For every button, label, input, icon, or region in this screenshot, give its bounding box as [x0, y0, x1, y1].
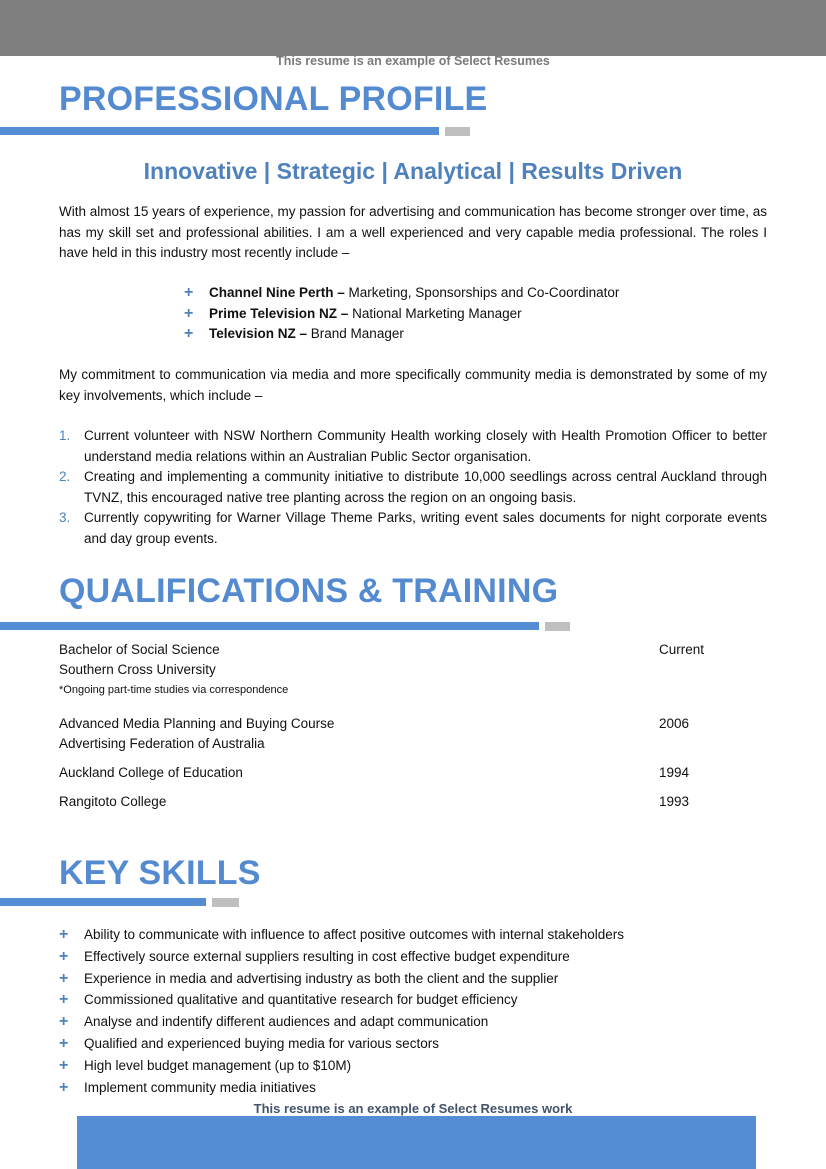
role-org: Prime Television NZ –	[209, 305, 349, 321]
header-band	[0, 0, 826, 56]
plus-bullet-icon: +	[59, 969, 69, 987]
list-item	[59, 426, 767, 467]
list-number: 1.	[59, 428, 71, 443]
plus-bullet-icon: +	[59, 1034, 69, 1052]
list-item	[184, 324, 619, 345]
heading-rule-accent	[212, 898, 239, 907]
plus-bullet-icon: +	[184, 284, 194, 301]
list-item	[59, 467, 767, 508]
plus-bullet-icon: +	[59, 1013, 69, 1031]
qualification-year: 1994	[659, 765, 690, 780]
skills-list	[59, 924, 624, 1098]
list-item	[184, 304, 619, 325]
list-item	[184, 283, 619, 304]
list-number: 2.	[59, 469, 71, 484]
skill-text: Qualified and experienced buying media for various sectors	[84, 1035, 439, 1051]
roles-list	[184, 283, 619, 345]
plus-bullet-icon: +	[59, 1078, 69, 1096]
list-item	[59, 1033, 624, 1055]
qualification-year: 1993	[659, 794, 690, 809]
profile-heading: PROFESSIONAL PROFILE	[59, 80, 488, 118]
qualification-institution: Southern Cross University	[59, 662, 216, 677]
list-text: Creating and implementing a community initiative to distribute 10,000 seedlings across central Auckland through TVNZ, this encouraged native tree planting across the region on an ongoing basis.	[84, 469, 767, 505]
qualification-item	[59, 763, 719, 783]
skill-text: High level budget management (up to $10M)	[84, 1057, 352, 1073]
qualification-year: 2006	[659, 716, 690, 731]
plus-bullet-icon: +	[184, 325, 194, 342]
qualification-title: Advanced Media Planning and Buying Course	[59, 716, 335, 731]
footer-band	[77, 1116, 756, 1169]
plus-bullet-icon: +	[59, 991, 69, 1009]
involvements-list	[59, 426, 767, 549]
qualification-item	[59, 640, 719, 700]
qualification-title: Rangitoto College	[59, 794, 167, 809]
qualification-note: *Ongoing part-time studies via correspondence	[59, 684, 289, 696]
qualification-item	[59, 714, 719, 754]
heading-rule	[0, 622, 539, 630]
list-item	[59, 968, 624, 990]
skill-text: Experience in media and advertising industry as both the client and the supplier	[84, 970, 559, 986]
qualification-title: Bachelor of Social Science	[59, 642, 220, 657]
role-title: National Marketing Manager	[348, 305, 522, 321]
qualification-item	[59, 792, 719, 812]
plus-bullet-icon: +	[59, 1056, 69, 1074]
list-item	[59, 508, 767, 549]
role-org: Television NZ –	[209, 326, 308, 341]
heading-rule	[0, 898, 206, 906]
qualifications-heading: QUALIFICATIONS & TRAINING	[59, 572, 559, 610]
skill-text: Analyse and indentify different audiences and adapt communication	[84, 1014, 489, 1030]
plus-bullet-icon: +	[184, 304, 194, 322]
skills-heading: KEY SKILLS	[59, 854, 261, 892]
footer-note: This resume is an example of Select Resumes work	[253, 1101, 573, 1116]
plus-bullet-icon: +	[59, 926, 69, 943]
tagline: Innovative | Strategic | Analytical | Results Driven	[143, 158, 683, 184]
list-item	[59, 989, 624, 1011]
list-text: Currently copywriting for Warner Village Theme Parks, writing event sales documents for night corporate events and day group events.	[84, 510, 767, 546]
plus-bullet-icon: +	[59, 947, 69, 965]
commitment-text: My commitment to communication via media and more specifically community media is demonstrated by some of my key involvements, which include –	[59, 367, 767, 403]
role-title: Brand Manager	[307, 326, 404, 341]
skill-text: Effectively source external suppliers resulting in cost effective budget expenditure	[84, 948, 570, 964]
list-item	[59, 1077, 624, 1099]
role-org: Channel Nine Perth –	[209, 285, 345, 300]
skill-text: Ability to communicate with influence to affect positive outcomes with internal stakeholders	[84, 927, 625, 942]
heading-rule-accent	[545, 622, 570, 631]
role-title: Marketing, Sponsorships and Co-Coordinator	[344, 285, 620, 300]
heading-rule-accent	[445, 127, 470, 136]
list-text: Current volunteer with NSW Northern Community Health working closely with Health Promotion Officer to better understand media relations within an Australian Public Sector organisation.	[84, 428, 767, 464]
skill-text: Commissioned qualitative and quantitative research for budget efficiency	[84, 992, 518, 1008]
list-item	[59, 946, 624, 968]
list-number: 3.	[59, 510, 71, 525]
qualification-institution: Advertising Federation of Australia	[59, 736, 265, 751]
heading-rule	[0, 127, 439, 135]
list-item	[59, 1055, 624, 1077]
qualification-title: Auckland College of Education	[59, 765, 243, 780]
profile-intro: With almost 15 years of experience, my passion for advertising and communication has become stronger over time, as has my skill set and professional abilities. I am a well experienced and very capable media professional. The roles I have held in this industry most recently include –	[59, 204, 767, 260]
list-item	[59, 924, 624, 946]
skill-text: Implement community media initiatives	[84, 1079, 316, 1095]
qualification-year: Current	[659, 642, 705, 657]
list-item	[59, 1011, 624, 1033]
top-note: This resume is an example of Select Resumes	[276, 54, 550, 68]
